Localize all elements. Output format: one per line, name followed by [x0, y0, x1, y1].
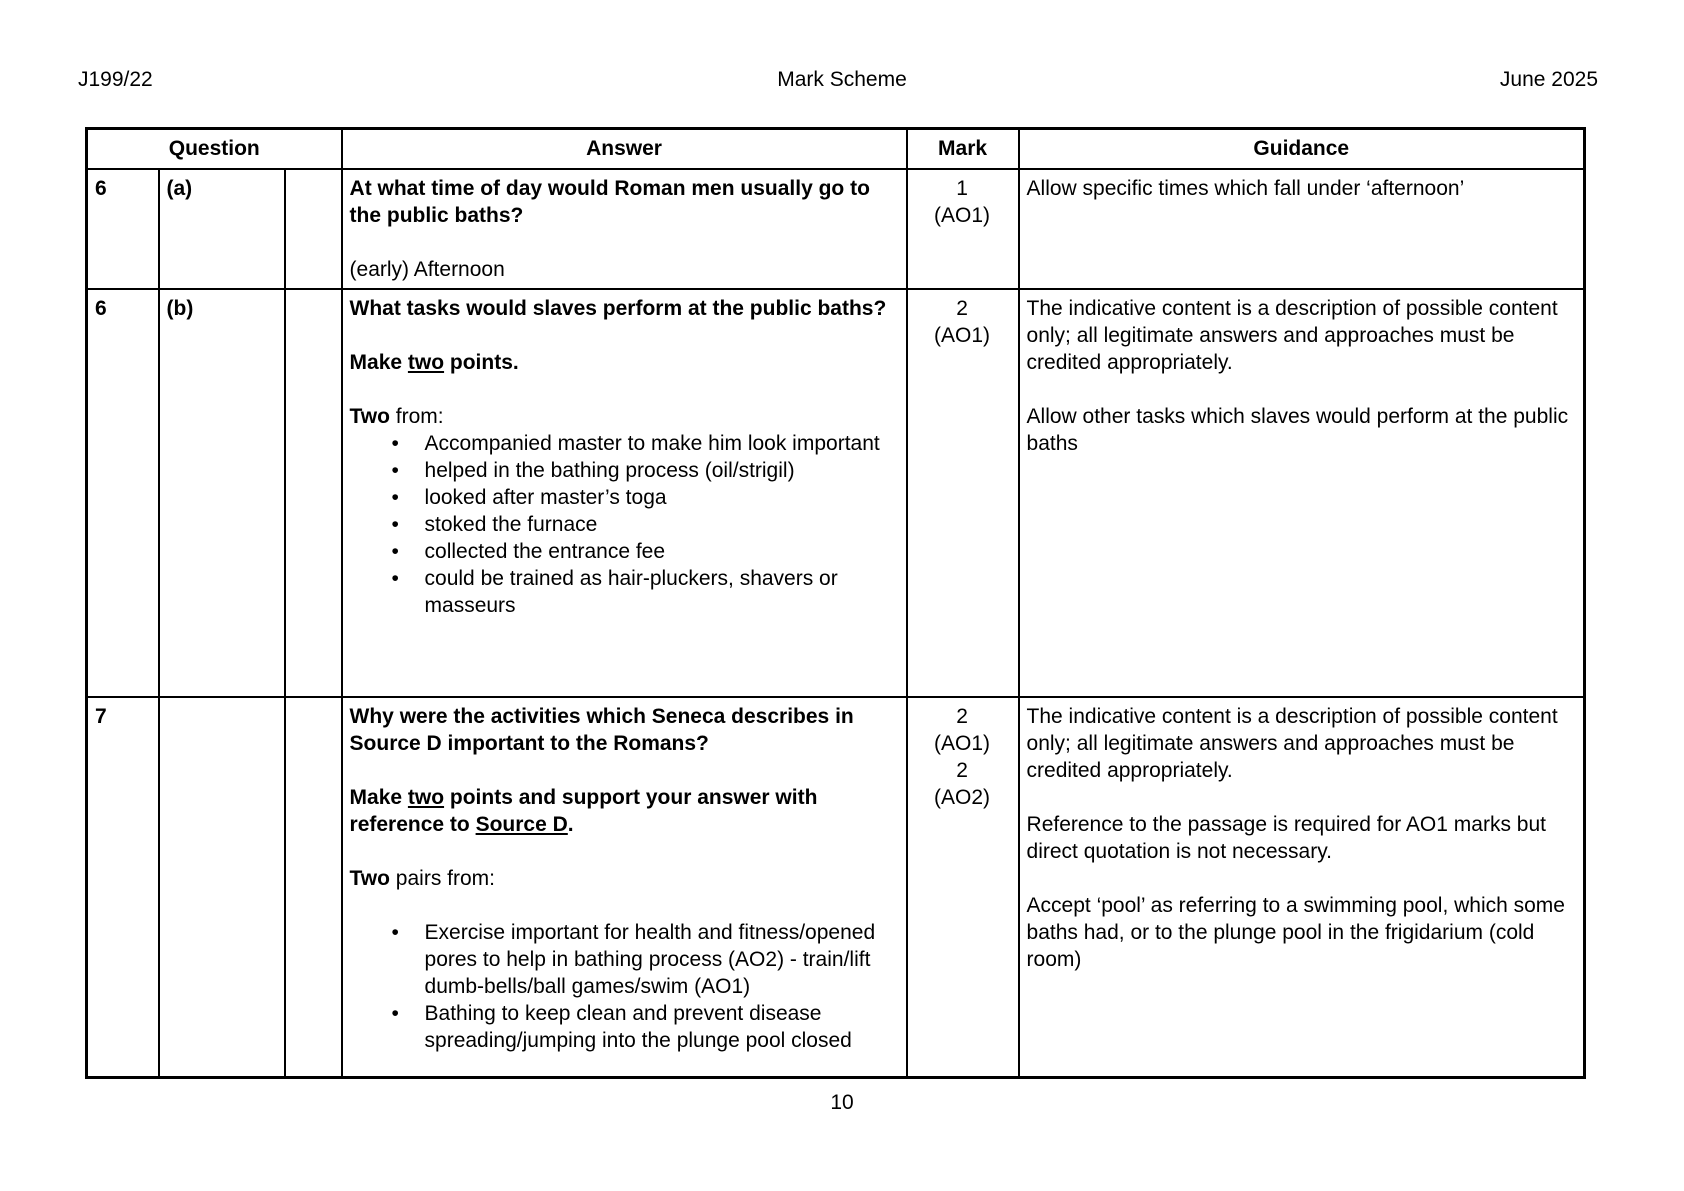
mark-scheme-table — [85, 127, 1586, 1079]
answer-cell — [342, 169, 907, 289]
guidance-paragraph: Allow specific times which fall under ‘afternoon’ — [1026, 176, 1465, 200]
answer-bullet-list — [350, 919, 898, 1054]
question-number-cell: 6 — [87, 169, 159, 289]
answer-question: What tasks would slaves perform at the public baths? — [349, 296, 887, 320]
from-line-rest: from: — [389, 404, 444, 428]
mark-cell — [907, 169, 1019, 289]
mark-cell — [907, 697, 1019, 1078]
bullet-item: • helped in the bathing process (oil/strigil) — [350, 457, 898, 484]
instruction-text: . — [567, 812, 574, 836]
bullet-item: • Bathing to keep clean and prevent disease spreading/jumping into the plunge pool closed — [350, 1000, 898, 1054]
question-part-cell: (b) — [159, 289, 285, 697]
answer-cell — [342, 697, 907, 1078]
guidance-paragraph: The indicative content is a description of possible content only; all legitimate answers and approaches must be credited appropriately. — [1026, 296, 1558, 374]
instruction-text: Make — [349, 350, 408, 374]
column-header-guidance: Guidance — [1019, 129, 1585, 169]
doc-code: J199/22 — [78, 68, 153, 91]
from-line-rest: pairs from: — [389, 866, 495, 890]
mark-cell — [907, 289, 1019, 697]
bullet-item: • looked after master’s toga — [350, 484, 898, 511]
mark-ao: (AO2) — [934, 785, 991, 809]
doc-title: Mark Scheme — [777, 68, 907, 91]
instruction-underlined: two — [407, 785, 445, 809]
document-header — [0, 66, 1684, 93]
mark-value: 2 — [956, 758, 968, 782]
table-row — [87, 289, 1585, 697]
answer-from-line — [350, 403, 898, 430]
instruction-text: Make — [349, 785, 408, 809]
guidance-cell — [1019, 697, 1585, 1078]
question-part-cell — [159, 697, 285, 1078]
mark-ao: (AO1) — [934, 731, 991, 755]
answer-question: Why were the activities which Seneca describes in Source D important to the Romans? — [349, 704, 854, 755]
bullet-item: • stoked the furnace — [350, 511, 898, 538]
table-row — [87, 169, 1585, 289]
mark-ao: (AO1) — [934, 323, 991, 347]
instruction-underlined: two — [407, 350, 445, 374]
mark-value: 2 — [956, 296, 968, 320]
guidance-paragraph: Accept ‘pool’ as referring to a swimming pool, which some baths had, or to the plunge pool in the frigidarium (cold room) — [1026, 893, 1565, 971]
bullet-item: • Accompanied master to make him look important — [350, 430, 898, 457]
answer-instruction — [350, 349, 898, 376]
mark-ao: (AO1) — [934, 203, 991, 227]
question-sub-cell — [285, 169, 342, 289]
guidance-paragraph: Allow other tasks which slaves would perform at the public baths — [1026, 404, 1569, 455]
mark-value: 1 — [956, 176, 968, 200]
mark-value: 2 — [956, 704, 968, 728]
answer-instruction — [350, 784, 898, 838]
question-part-cell: (a) — [159, 169, 285, 289]
column-header-mark: Mark — [907, 129, 1019, 169]
column-header-answer: Answer — [342, 129, 907, 169]
answer-question: At what time of day would Roman men usually go to the public baths? — [349, 176, 870, 227]
answer-response: (early) Afternoon — [349, 257, 505, 281]
instruction-text: points. — [444, 350, 519, 374]
from-line-bold: Two — [349, 404, 390, 428]
from-line-bold: Two — [349, 866, 390, 890]
page-number: 10 — [830, 1091, 854, 1114]
answer-bullet-list — [350, 430, 898, 619]
instruction-underlined: Source D — [475, 812, 568, 836]
bullet-item: • could be trained as hair-pluckers, shavers or masseurs — [350, 565, 898, 619]
question-sub-cell — [285, 289, 342, 697]
bullet-item: • collected the entrance fee — [350, 538, 898, 565]
answer-cell — [342, 289, 907, 697]
answer-from-line — [350, 865, 898, 892]
column-header-question: Question — [87, 129, 342, 169]
doc-date: June 2025 — [1499, 68, 1598, 91]
guidance-cell — [1019, 289, 1585, 697]
question-sub-cell — [285, 697, 342, 1078]
guidance-paragraph: The indicative content is a description of possible content only; all legitimate answers and approaches must be credited appropriately. — [1026, 704, 1558, 782]
instruction-text: points and support your answer with reference to — [349, 785, 818, 836]
table-header-row — [87, 129, 1585, 169]
question-number-cell: 6 — [87, 289, 159, 697]
guidance-paragraph: Reference to the passage is required for AO1 marks but direct quotation is not necessary. — [1026, 812, 1546, 863]
guidance-cell — [1019, 169, 1585, 289]
bullet-item: • Exercise important for health and fitness/opened pores to help in bathing process (AO2) - train/lift dumb-bells/ball games/swim (AO1) — [350, 919, 898, 1000]
table-row — [87, 697, 1585, 1078]
question-number-cell: 7 — [87, 697, 159, 1078]
